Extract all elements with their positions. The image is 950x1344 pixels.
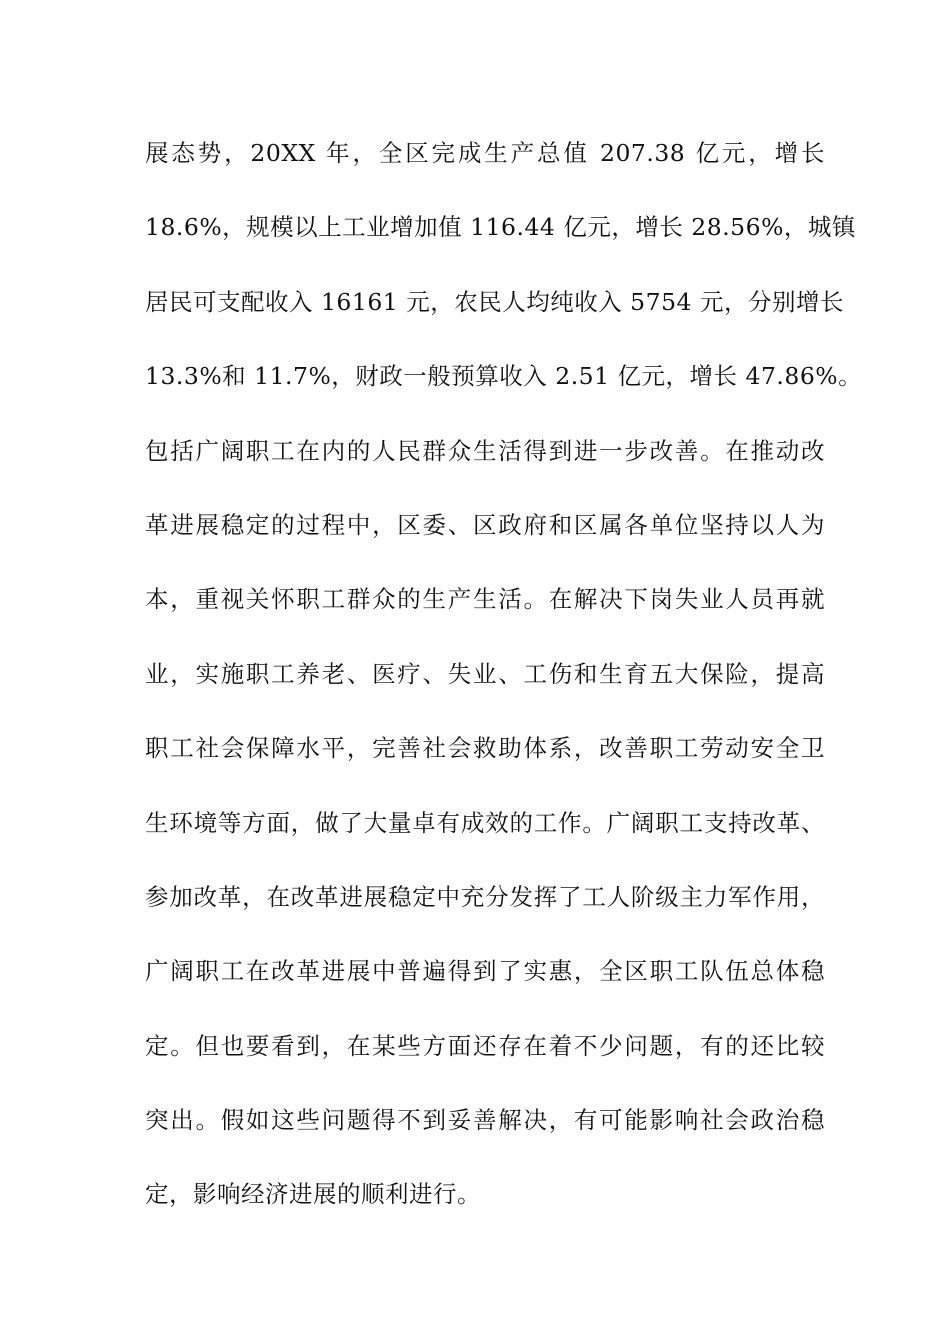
text-line: 职工社会保障水平，完善社会救助体系，改善职工劳动安全卫 [145, 734, 825, 763]
text-line: 业，实施职工养老、医疗、失业、工伤和生育五大保险，提高 [145, 659, 825, 688]
text-line: 定。但也要看到，在某些方面还存在着不少问题，有的还比较 [145, 1031, 825, 1060]
text-line: 突出。假如这些问题得不到妥善解决，有可能影响社会政治稳 [145, 1106, 825, 1135]
text-line: 广阔职工在改革进展中普遍得到了实惠，全区职工队伍总体稳 [145, 957, 825, 986]
body-text [145, 131, 863, 1247]
text-line: 18.6%，规模以上工业增加值 116.44 亿元，增长 28.56%，城镇 [145, 213, 856, 242]
text-line: 展态势，20XX 年，全区完成生产总值 207.38 亿元，增长 [145, 139, 825, 167]
text-line: 革进展稳定的过程中，区委、区政府和区属各单位坚持以人为 [145, 510, 825, 539]
text-line: 13.3%和 11.7%，财政一般预算收入 2.51 亿元，增长 47.86%。 [145, 362, 863, 391]
text-line: 本，重视关怀职工群众的生产生活。在解决下岗失业人员再就 [145, 585, 825, 614]
text-line: 生环境等方面，做了大量卓有成效的工作。广阔职工支持改革、 [145, 808, 825, 837]
text-line: 居民可支配收入 16161 元，农民人均纯收入 5754 元，分别增长 [145, 287, 844, 316]
text-line: 定，影响经济进展的顺利进行。 [145, 1180, 481, 1209]
text-line: 包括广阔职工在内的人民群众生活得到进一步改善。在推动改 [145, 436, 825, 465]
text-line: 参加改革，在改革进展稳定中充分发挥了工人阶级主力军作用， [145, 882, 825, 911]
